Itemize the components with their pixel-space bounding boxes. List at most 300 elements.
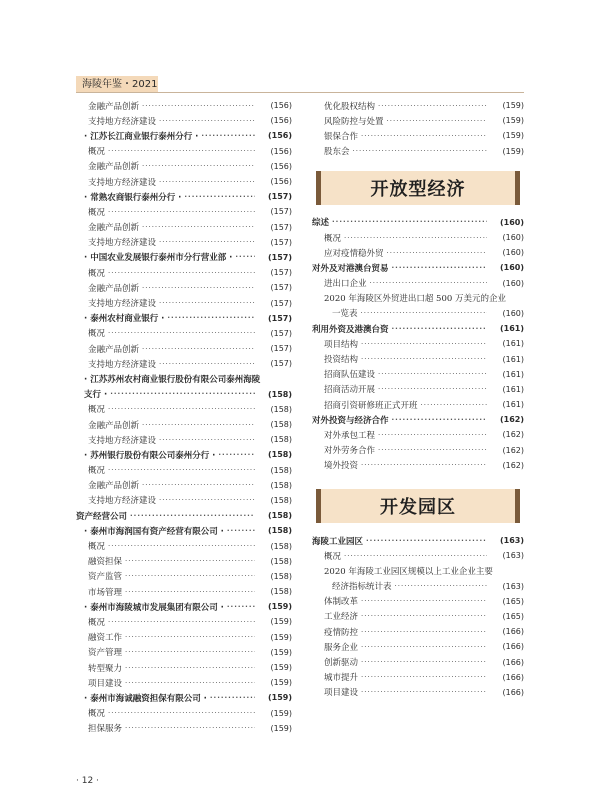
toc-entry — [76, 432, 292, 447]
toc-leader-dots — [227, 527, 255, 535]
toc-entry-title: 资产监管 — [88, 572, 123, 583]
toc-entry-title: 资产管理 — [88, 648, 123, 659]
toc-leader-dots — [361, 673, 487, 681]
toc-entry — [76, 417, 292, 432]
toc-entry-page: (165) — [502, 596, 524, 606]
toc-entry-title: 转型聚力 — [88, 663, 123, 674]
toc-entry-page: (158) — [270, 480, 292, 490]
toc-entry-page: (166) — [502, 627, 524, 637]
toc-entry — [312, 397, 524, 412]
toc-entry — [76, 645, 292, 660]
toc-leader-dots — [378, 385, 487, 393]
toc-entry-title: 投资结构 — [324, 355, 359, 366]
banner-right-bar — [515, 171, 520, 205]
toc-entry — [312, 306, 524, 321]
toc-entry-page: (160) — [502, 233, 524, 243]
toc-entry — [76, 280, 292, 295]
toc-leader-dots — [130, 512, 255, 520]
toc-entry-title: · 泰州市海陵城市发展集团有限公司 · — [84, 602, 224, 613]
toc-leader-dots — [108, 466, 255, 474]
toc-entry-page: (158) — [270, 587, 292, 597]
toc-entry-page: (160) — [502, 248, 524, 258]
toc-entry — [76, 128, 292, 143]
toc-entry-page: (157) — [270, 283, 292, 293]
toc-entry — [76, 265, 292, 280]
toc-entry-title: · 泰州市海诚融资担保有限公司 · — [84, 693, 207, 704]
toc-entry — [312, 230, 524, 245]
toc-entry-title: 概况 — [88, 617, 106, 628]
toc-entry-title: 对外及对港澳台贸易 — [312, 263, 389, 274]
toc-entry-page: (159) — [270, 617, 292, 627]
toc-leader-dots — [142, 102, 255, 110]
toc-entry-page: (160) — [502, 308, 524, 318]
toc-entry — [312, 685, 524, 700]
toc-entry — [76, 660, 292, 675]
toc-entry-page: (159) — [270, 647, 292, 657]
toc-entry-page: (159) — [502, 131, 524, 141]
toc-entry — [76, 706, 292, 721]
toc-entry-title: 项目建设 — [324, 688, 359, 699]
toc-leader-dots — [361, 688, 487, 696]
toc-leader-dots — [142, 345, 255, 353]
toc-entry-title: 综述 — [312, 218, 330, 229]
toc-entry-title: 招商引资研修班正式开班 — [324, 400, 418, 411]
toc-leader-dots — [108, 269, 255, 277]
toc-entry — [312, 215, 524, 230]
toc-entry-title: 利用外资及港澳台资 — [312, 324, 389, 335]
toc-entry-title: · 苏州银行股份有限公司泰州分行 · — [84, 450, 216, 461]
toc-entry-page: (157) — [270, 359, 292, 369]
toc-entry-page: (159) — [502, 116, 524, 126]
toc-leader-dots — [392, 325, 487, 333]
toc-leader-dots — [235, 253, 255, 261]
toc-entry — [76, 326, 292, 341]
toc-left-column — [76, 98, 292, 736]
toc-entry-page: (159) — [270, 632, 292, 642]
toc-entry — [312, 276, 524, 291]
banner-left-bar — [316, 171, 321, 205]
toc-entry-page: (162) — [502, 430, 524, 440]
toc-entry — [76, 295, 292, 310]
toc-entry-title: 担保服务 — [88, 724, 123, 735]
toc-entry-page: (157) — [270, 237, 292, 247]
toc-entry-page: (158) — [270, 404, 292, 414]
toc-leader-dots — [125, 648, 255, 656]
toc-leader-dots — [361, 643, 487, 651]
toc-entry-title: 创新驱动 — [324, 658, 359, 669]
toc-entry-title: 支持地方经济建设 — [88, 177, 157, 188]
toc-entry — [312, 639, 524, 654]
toc-leader-dots — [353, 147, 487, 155]
toc-entry-title: · 泰州市海润国有资产经营有限公司 · — [84, 526, 224, 537]
toc-entry — [312, 533, 524, 548]
toc-entry — [76, 204, 292, 219]
toc-entry-page: (161) — [502, 400, 524, 410]
toc-entry — [76, 584, 292, 599]
toc-entry — [312, 128, 524, 143]
toc-leader-dots — [167, 314, 255, 322]
toc-entry-page: (157) — [270, 344, 292, 354]
toc-leader-dots — [159, 178, 255, 186]
toc-entry — [312, 624, 524, 639]
toc-entry-title: 概况 — [88, 709, 106, 720]
toc-entry-title: · 泰州农村商业银行 · — [84, 314, 165, 325]
toc-entry-title: 招商队伍建设 — [324, 370, 376, 381]
toc-entry-page: (158) — [270, 435, 292, 445]
toc-entry-page: (162) — [502, 460, 524, 470]
toc-entry-page: (158) — [267, 526, 292, 536]
toc-leader-dots — [361, 597, 487, 605]
toc-entry-page: (157) — [270, 268, 292, 278]
toc-entry — [76, 447, 292, 462]
toc-entry-title: · 江苏苏州农村商业银行股份有限公司泰州海陵 — [84, 374, 261, 385]
toc-entry-page: (158) — [270, 556, 292, 566]
toc-entry-title: 优化股权结构 — [324, 101, 376, 112]
toc-entry — [76, 554, 292, 569]
toc-entry — [312, 670, 524, 685]
toc-leader-dots — [159, 436, 255, 444]
toc-entry — [76, 387, 292, 402]
toc-entry-title: 概况 — [324, 233, 342, 244]
toc-entry — [76, 569, 292, 584]
toc-entry-title: 支持地方经济建设 — [88, 299, 157, 310]
toc-entry-title: 融资工作 — [88, 633, 123, 644]
toc-entry-title: 2020 年海陵工业园区规模以上工业企业主要 — [324, 566, 493, 577]
toc-leader-dots — [378, 446, 487, 454]
toc-entry-title: 金融产品创新 — [88, 283, 140, 294]
toc-leader-dots — [227, 603, 255, 611]
toc-entry-title: 支持地方经济建设 — [88, 116, 157, 127]
toc-entry — [312, 427, 524, 442]
toc-entry — [76, 478, 292, 493]
toc-entry-title: 概况 — [324, 551, 342, 562]
toc-entry-title: 银保合作 — [324, 131, 359, 142]
toc-leader-dots — [110, 390, 255, 398]
toc-entry — [312, 412, 524, 427]
toc-leader-dots — [392, 416, 487, 424]
toc-leader-dots — [370, 279, 487, 287]
toc-leader-dots — [344, 552, 487, 560]
toc-entry — [312, 144, 524, 159]
toc-leader-dots — [361, 628, 487, 636]
toc-entry — [76, 614, 292, 629]
toc-leader-dots — [108, 208, 255, 216]
toc-leader-dots — [125, 679, 255, 687]
toc-leader-dots — [125, 633, 255, 641]
toc-entry-page: (166) — [502, 687, 524, 697]
toc-entry — [76, 690, 292, 705]
toc-entry-title: · 中国农业发展银行泰州市分行营业部 · — [84, 253, 233, 264]
toc-entry-page: (162) — [502, 445, 524, 455]
toc-entry-title: · 常熟农商银行泰州分行 · — [84, 192, 182, 203]
toc-entry-title: 支持地方经济建设 — [88, 496, 157, 507]
toc-entry-title: 海陵工业园区 — [312, 536, 364, 547]
toc-leader-dots — [108, 405, 255, 413]
toc-leader-dots — [361, 658, 487, 666]
toc-entry-page: (156) — [267, 131, 292, 141]
toc-leader-dots — [125, 557, 255, 565]
toc-entry — [76, 159, 292, 174]
toc-entry-page: (163) — [502, 581, 524, 591]
toc-entry-title: 工业经济 — [324, 612, 359, 623]
toc-leader-dots — [361, 340, 487, 348]
toc-entry-page: (158) — [270, 571, 292, 581]
toc-leader-dots — [142, 421, 255, 429]
toc-entry — [76, 356, 292, 371]
toc-entry — [312, 367, 524, 382]
header-rule — [76, 92, 524, 93]
toc-entry-page: (158) — [270, 420, 292, 430]
toc-leader-dots — [142, 481, 255, 489]
toc-entry-page: (160) — [502, 278, 524, 288]
toc-entry-title: 资产经营公司 — [76, 511, 128, 522]
toc-entry-page: (159) — [267, 602, 292, 612]
toc-entry-title: 对外劳务合作 — [324, 446, 376, 457]
toc-entry — [76, 675, 292, 690]
toc-entry-title: 经济指标统计表 — [332, 582, 392, 593]
toc-leader-dots — [125, 664, 255, 672]
toc-entry-title: 金融产品创新 — [88, 223, 140, 234]
yearbook-header-tab: 海陵年鉴・2021 — [76, 76, 158, 93]
toc-entry-page: (166) — [502, 642, 524, 652]
toc-leader-dots — [108, 618, 255, 626]
toc-leader-dots — [361, 132, 487, 140]
toc-entry — [76, 493, 292, 508]
toc-entry-title: 城市提升 — [324, 673, 359, 684]
toc-leader-dots — [344, 234, 487, 242]
toc-leader-dots — [210, 694, 255, 702]
toc-entry — [76, 371, 292, 386]
toc-entry-page: (158) — [267, 511, 292, 521]
toc-entry-page: (161) — [502, 384, 524, 394]
toc-right-middle — [312, 215, 524, 473]
toc-entry — [312, 579, 524, 594]
toc-leader-dots — [125, 724, 255, 732]
toc-entry-page: (159) — [267, 693, 292, 703]
toc-leader-dots — [108, 542, 255, 550]
toc-entry-page: (156) — [270, 177, 292, 187]
toc-entry-title: 股东会 — [324, 147, 350, 158]
toc-entry-page: (158) — [270, 541, 292, 551]
toc-entry-page: (156) — [270, 101, 292, 111]
toc-leader-dots — [125, 588, 255, 596]
toc-entry-title: 概况 — [88, 466, 106, 477]
toc-entry-page: (159) — [270, 723, 292, 733]
toc-entry-title: 金融产品创新 — [88, 162, 140, 173]
toc-entry — [312, 443, 524, 458]
toc-right-column — [312, 98, 524, 700]
toc-entry-page: (156) — [270, 116, 292, 126]
toc-entry-title: 概况 — [88, 542, 106, 553]
toc-leader-dots — [184, 193, 255, 201]
toc-entry — [76, 174, 292, 189]
toc-entry-page: (158) — [270, 495, 292, 505]
toc-entry-page: (163) — [502, 551, 524, 561]
toc-leader-dots — [201, 132, 255, 140]
toc-entry-title: 一览表 — [332, 309, 358, 320]
section-title: 开放型经济 — [370, 178, 466, 200]
toc-leader-dots — [108, 329, 255, 337]
toc-entry-title: 概况 — [88, 405, 106, 416]
toc-leader-dots — [421, 401, 487, 409]
toc-leader-dots — [159, 360, 255, 368]
toc-entry — [312, 291, 524, 306]
toc-entry-page: (159) — [270, 678, 292, 688]
toc-entry-title: 对外投资与经济合作 — [312, 415, 389, 426]
toc-entry — [312, 260, 524, 275]
toc-leader-dots — [159, 238, 255, 246]
toc-leader-dots — [108, 709, 255, 717]
toc-entry-page: (159) — [502, 146, 524, 156]
toc-leader-dots — [142, 284, 255, 292]
toc-entry-title: 金融产品创新 — [88, 344, 140, 355]
toc-leader-dots — [159, 117, 255, 125]
toc-entry-page: (163) — [499, 536, 524, 546]
toc-entry-title: 支行 · — [84, 390, 108, 401]
toc-entry-page: (157) — [267, 313, 292, 323]
toc-entry — [312, 245, 524, 260]
toc-entry-title: 应对疫情稳外贸 — [324, 248, 384, 259]
toc-entry-page: (160) — [499, 217, 524, 227]
toc-entry — [76, 630, 292, 645]
toc-entry-title: 市场管理 — [88, 587, 123, 598]
toc-entry-title: 金融产品创新 — [88, 420, 140, 431]
toc-entry — [76, 402, 292, 417]
toc-entry-page: (166) — [502, 672, 524, 682]
toc-entry — [76, 599, 292, 614]
toc-entry-title: 服务企业 — [324, 642, 359, 653]
toc-entry — [76, 250, 292, 265]
toc-entry-title: 项目结构 — [324, 339, 359, 350]
toc-leader-dots — [378, 102, 487, 110]
section-banner-development-zones — [316, 489, 520, 523]
toc-entry-page: (157) — [270, 222, 292, 232]
toc-entry-page: (161) — [502, 369, 524, 379]
toc-leader-dots — [108, 147, 255, 155]
toc-entry — [312, 458, 524, 473]
toc-leader-dots — [218, 451, 255, 459]
toc-entry-title: 概况 — [88, 207, 106, 218]
toc-entry-page: (162) — [499, 415, 524, 425]
toc-entry-page: (165) — [502, 611, 524, 621]
toc-entry-title: 进出口企业 — [324, 279, 367, 290]
section-title: 开发园区 — [380, 496, 456, 518]
toc-entry-page: (161) — [499, 324, 524, 334]
toc-entry — [76, 538, 292, 553]
toc-entry-page: (156) — [270, 146, 292, 156]
toc-entry — [312, 654, 524, 669]
toc-leader-dots — [361, 355, 487, 363]
toc-leader-dots — [361, 309, 487, 317]
toc-entry — [76, 235, 292, 250]
toc-entry-title: 风险防控与处置 — [324, 116, 384, 127]
toc-entry-title: 支持地方经济建设 — [88, 238, 157, 249]
toc-entry — [312, 336, 524, 351]
toc-entry — [76, 721, 292, 736]
toc-entry — [312, 98, 524, 113]
toc-right-top — [312, 98, 524, 159]
toc-entry — [312, 351, 524, 366]
toc-entry — [76, 341, 292, 356]
section-banner-open-economy — [316, 171, 520, 205]
toc-entry — [312, 113, 524, 128]
toc-entry — [312, 594, 524, 609]
toc-leader-dots — [142, 223, 255, 231]
toc-entry-title: 概况 — [88, 147, 106, 158]
toc-entry-title: 融资担保 — [88, 557, 123, 568]
toc-entry-title: 概况 — [88, 329, 106, 340]
toc-entry — [312, 382, 524, 397]
toc-entry-page: (157) — [270, 328, 292, 338]
toc-leader-dots — [361, 461, 487, 469]
toc-entry-page: (158) — [267, 389, 292, 399]
toc-right-bottom — [312, 533, 524, 700]
toc-entry-page: (158) — [270, 465, 292, 475]
toc-leader-dots — [125, 572, 255, 580]
toc-entry-page: (156) — [270, 161, 292, 171]
toc-entry — [76, 463, 292, 478]
toc-entry-page: (159) — [502, 101, 524, 111]
banner-right-bar — [515, 489, 520, 523]
toc-entry-title: 金融产品创新 — [88, 481, 140, 492]
toc-entry-title: 境外投资 — [324, 461, 359, 472]
toc-entry-title: 支持地方经济建设 — [88, 435, 157, 446]
toc-leader-dots — [378, 370, 487, 378]
toc-leader-dots — [159, 299, 255, 307]
toc-entry-title: 金融产品创新 — [88, 101, 140, 112]
toc-entry-title: 疫情防控 — [324, 627, 359, 638]
toc-leader-dots — [387, 117, 487, 125]
toc-entry — [76, 311, 292, 326]
toc-entry — [76, 508, 292, 523]
toc-entry-page: (160) — [499, 263, 524, 273]
toc-entry-title: 招商活动开展 — [324, 385, 376, 396]
toc-leader-dots — [332, 218, 487, 226]
toc-entry-page: (157) — [267, 252, 292, 262]
toc-entry — [76, 523, 292, 538]
toc-leader-dots — [361, 612, 487, 620]
toc-entry-title: 2020 年海陵区外贸进出口超 500 万美元的企业 — [324, 294, 506, 305]
banner-left-bar — [316, 489, 321, 523]
toc-entry-title: 支持地方经济建设 — [88, 359, 157, 370]
toc-entry-page: (158) — [267, 450, 292, 460]
toc-entry-page: (159) — [270, 708, 292, 718]
toc-entry-title: 项目建设 — [88, 678, 123, 689]
toc-entry-page: (157) — [270, 207, 292, 217]
toc-entry-page: (161) — [502, 354, 524, 364]
toc-leader-dots — [387, 249, 487, 257]
toc-entry — [312, 321, 524, 336]
toc-entry — [76, 220, 292, 235]
page-number: · 12 · — [76, 776, 99, 786]
toc-entry — [76, 113, 292, 128]
toc-entry-page: (159) — [270, 663, 292, 673]
toc-entry — [312, 609, 524, 624]
toc-leader-dots — [378, 431, 487, 439]
toc-entry-title: 体制改革 — [324, 597, 359, 608]
toc-leader-dots — [366, 537, 487, 545]
toc-leader-dots — [142, 162, 255, 170]
toc-entry-title: 对外承包工程 — [324, 430, 376, 441]
toc-entry-page: (161) — [502, 339, 524, 349]
toc-entry-page: (157) — [270, 298, 292, 308]
toc-entry — [76, 189, 292, 204]
toc-entry — [312, 548, 524, 563]
toc-entry — [76, 144, 292, 159]
toc-entry-page: (166) — [502, 657, 524, 667]
toc-entry — [312, 563, 524, 578]
toc-entry-page: (157) — [267, 192, 292, 202]
